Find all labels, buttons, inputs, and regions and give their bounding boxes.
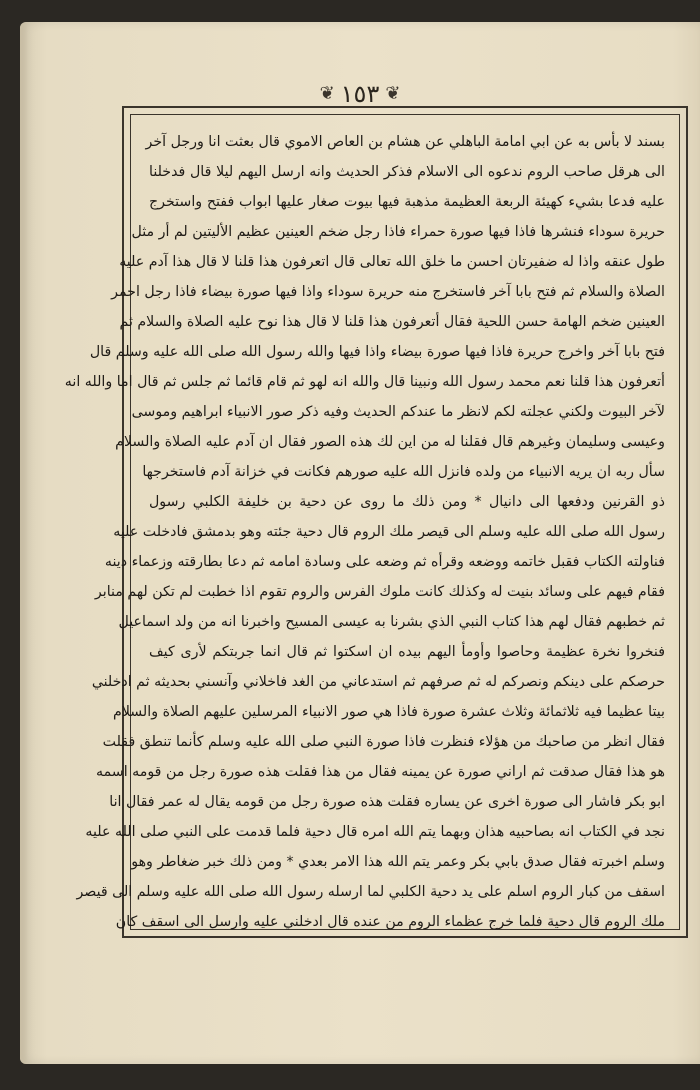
- text-line: فقال انظر من صاحبك من هؤلاء فنظرت فاذا صورة النبي صلى الله عليه وسلم كأنما تنطق فقلت: [102, 734, 665, 750]
- text-line: رسول الله صلى الله عليه وسلم الى قيصر ملك الروم قال دحية جئته وهو بدمشق فادخلت عليه: [113, 524, 665, 540]
- text-line: فنخروا نخرة عظيمة وحاصوا وأومأ اليهم بيده ان اسكتوا ثم قال انما جربتكم لأرى كيف: [149, 644, 665, 660]
- text-line: ملك الروم قال دحية فلما خرج عظماء الروم من عنده قال ادخلني عليه وارسل الى اسقف كان: [115, 914, 665, 930]
- text-line: لآخر البيوت ولكني عجلته لكم لانظر ما عندكم الحديث وفيه ذكر صور الانبياء ابراهيم وموسى: [131, 404, 665, 420]
- text-line: ذو القرنين ودفعها الى دانيال * ومن ذلك ما روى عن دحية بن خليفة الكلبي رسول: [149, 494, 665, 510]
- text-line: بيتا عظيما فيه ثلاثمائة وثلاث عشرة صورة فاذا هي صور الانبياء المرسلين عليهم الصلاة والسلام: [113, 704, 665, 720]
- text-line: وعيسى وسليمان وغيرهم قال فقلنا له من اين لك هذه الصور فقال ان آدم عليه الصلاة والسلام: [115, 434, 665, 450]
- text-line: هو هذا فقال صدقت ثم اراني صورة عن يمينه فقال من هذا فقلت هذه صورة رجل من قومه اسمه: [96, 764, 665, 780]
- text-frame: [64, 106, 688, 938]
- text-line: ثم خطبهم فقال لهم هذا كتاب النبي الذي بشرنا به عيسى المسيح واخبرنا انه من ولد اسماعيل: [118, 614, 665, 630]
- ornament-left-icon: ❦: [385, 83, 401, 104]
- book-page: [20, 22, 700, 1064]
- text-line: الى هرقل صاحب الروم ندعوه الى الاسلام فذكر الحديث وانه ارسل اليهم ليلا قال فدخلنا: [149, 164, 665, 180]
- page-number: ١٥٣: [340, 80, 380, 108]
- text-line: نجد في الكتاب انه بصاحبيه هذان وبهما يتم الله امره قال دحية فلما قدمت على النبي صلى الله عليه: [85, 824, 665, 840]
- text-line: بسند لا بأس به عن ابي امامة الباهلي عن هشام بن العاص الاموي قال بعثت انا ورجل آخر: [145, 134, 665, 150]
- text-line: فناولته الكتاب فقبل خاتمه ووضعه وقرأه ثم وضعه على وسادة امامه ثم دعا بطارقته وزعماء دينه: [104, 554, 665, 570]
- text-line: العينين ضخم الهامة حسن اللحية فقال أتعرفون هذا قلنا لا قال هذا نوح عليه الصلاة والسلام ثم: [119, 314, 665, 330]
- text-line: وسلم اخبرته فقال صدق بابي بكر وعمر يتم الله هذا الامر بعدي * ومن ذلك خبر ضغاطر وهو: [131, 854, 665, 870]
- text-frame-inner: [64, 114, 680, 930]
- text-line: الصلاة والسلام ثم فتح بابا آخر فاستخرج منه حريرة سوداء واذا فيها صورة بيضاء فاذا رجل احمر: [111, 284, 665, 300]
- ornament-right-icon: ❦: [319, 83, 335, 104]
- text-line: فتح بابا آخر واخرج حريرة فاذا فيها صورة بيضاء واذا فيها والله رسول الله صلى الله عليه وسلم قال: [89, 344, 665, 360]
- page-edge: [20, 22, 28, 1064]
- text-line: أتعرفون هذا قلنا نعم محمد رسول الله ونبينا قال والله انه لهو ثم قام قائما ثم جلس ثم قال اما والله انه: [64, 374, 665, 390]
- text-line: حرصكم على دينكم ونصركم له ثم صرفهم ثم استدعاني من الغد فاخلاني وآنسني بحديثه ثم ادخلني: [91, 674, 665, 690]
- text-line: ابو بكر فاشار الى صورة اخرى عن يساره فقلت هذه صورة رجل من قومه يقال له عمر فقال انا: [109, 794, 665, 810]
- text-line: حريرة سوداء فنشرها فاذا فيها صورة حمراء فاذا رجل ضخم العينين عظيم الأليتين لم أر مثل: [131, 224, 665, 240]
- text-line: فقام فيهم على وسائد بنيت له وكذلك كانت ملوك الفرس والروم تقوم اذا خطبت لم تكن لهم منابر: [94, 584, 665, 600]
- text-line: سأل ربه ان يريه الانبياء من ولده فانزل الله عليه صورهم فكانت في خزانة آدم فاستخرجها: [142, 464, 665, 480]
- text-line: طول عنقه واذا له ضفيرتان احسن ما خلق الله تعالى قال اتعرفون هذا قلنا لا قال هذا آدم عليه: [119, 254, 665, 270]
- text-line: اسقف من كبار الروم اسلم على يد دحية الكلبي لما ارسله رسول الله صلى الله عليه وسلم الى قيصر: [76, 884, 665, 900]
- text-line: عليه فدعا بشيء كهيئة الربعة العظيمة مذهبة فيها بيوت صغار عليها ابواب ففتح واستخرج: [149, 194, 665, 210]
- text-block: [64, 127, 665, 930]
